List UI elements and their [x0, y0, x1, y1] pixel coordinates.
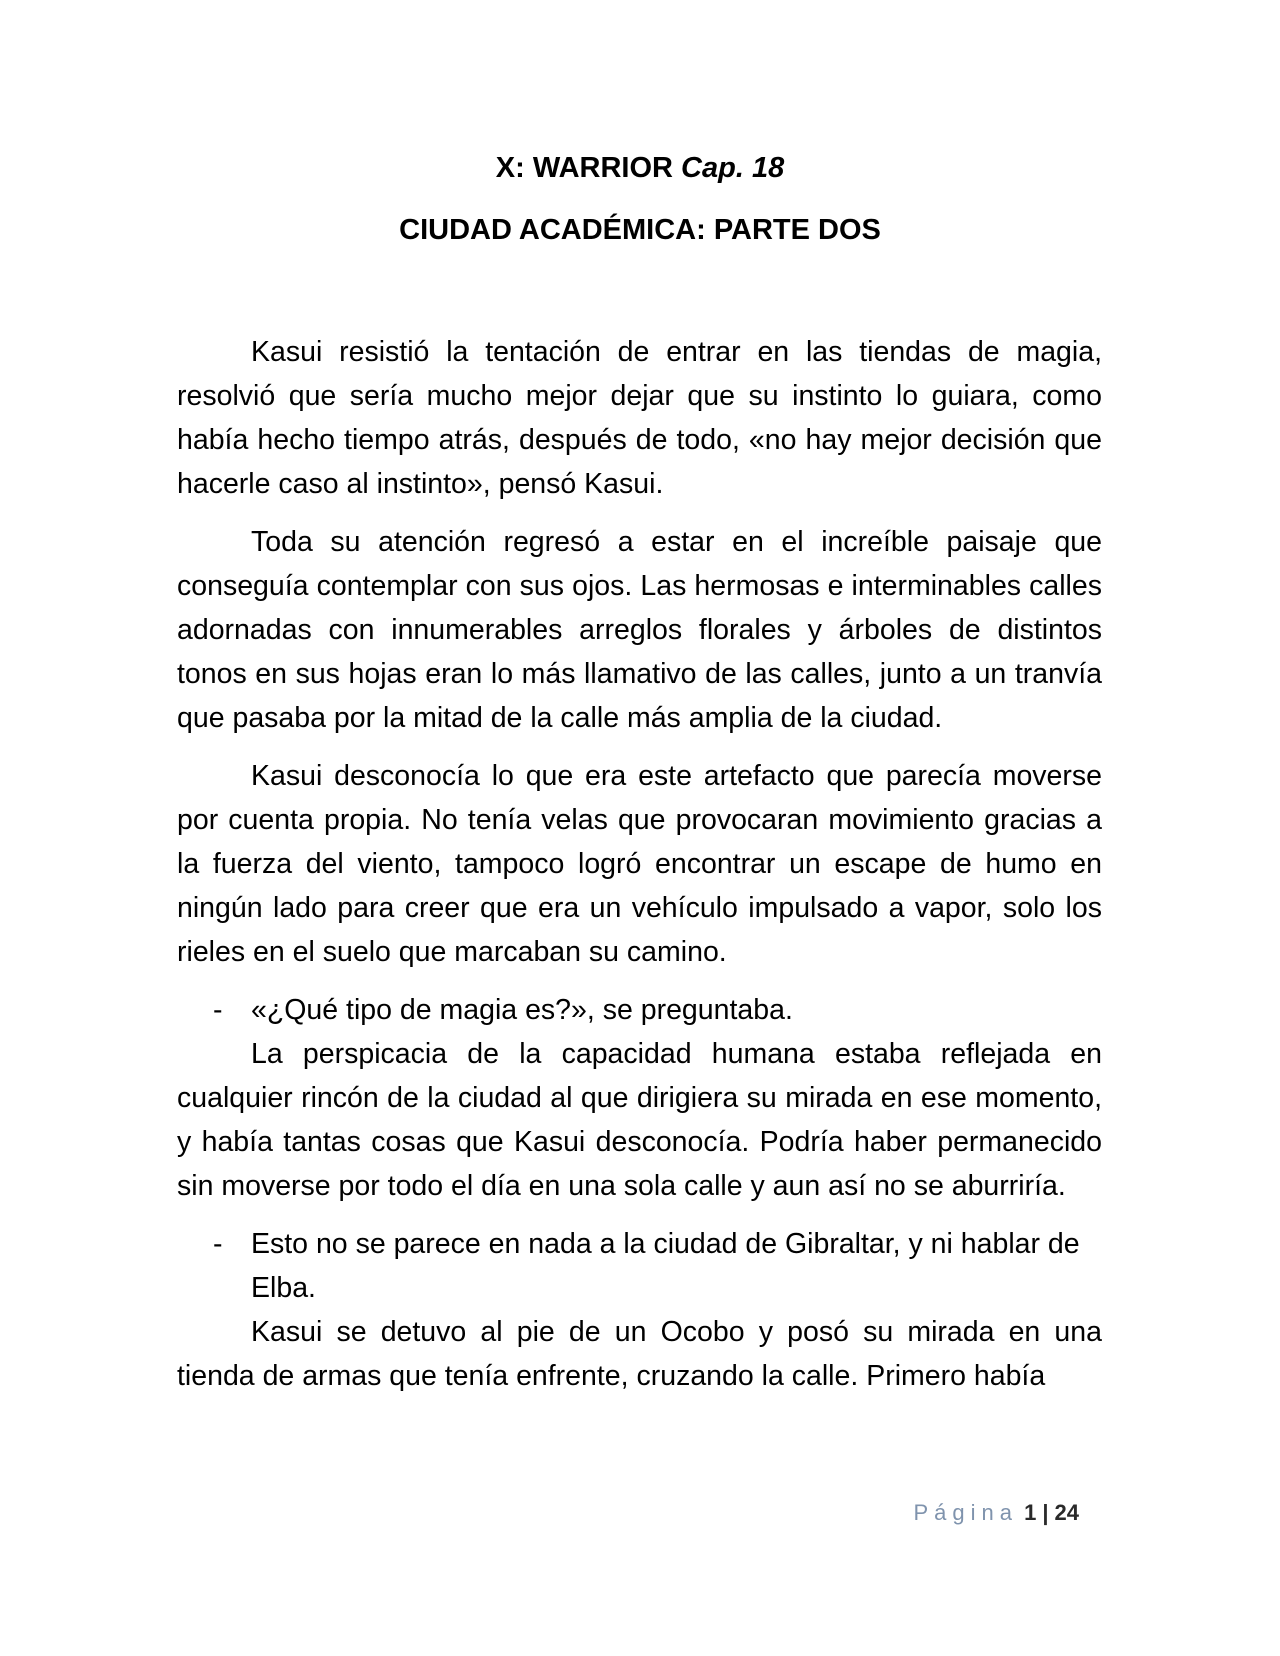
dialogue-line-1	[177, 988, 1102, 1032]
chapter-body	[177, 330, 1102, 1398]
dialogue-dash: -	[213, 1228, 223, 1260]
page-number: 1	[1024, 1500, 1037, 1525]
chapter-number: Cap. 18	[681, 152, 785, 184]
page-separator: |	[1042, 1500, 1049, 1525]
paragraph-3: Kasui desconocía lo que era este artefacto que parecía moverse por cuenta propia. No tenía velas que provocaran movimiento gracias a la fuerza del viento, tampoco logró encontrar un escape de humo en ningún lado para creer que era un vehículo impulsado a vapor, solo los rieles en el suelo que marcaban su camino.	[177, 760, 1102, 968]
dialogue-text-2: Esto no se parece en nada a la ciudad de Gibraltar, y ni hablar de Elba.	[251, 1228, 1080, 1304]
chapter-title	[0, 150, 1280, 186]
dialogue-dash: -	[213, 994, 223, 1026]
book-title: X: WARRIOR	[495, 152, 673, 184]
dialogue-line-2	[177, 1222, 1102, 1310]
dialogue-text-1: «¿Qué tipo de magia es?», se preguntaba.	[251, 994, 793, 1026]
page-footer	[0, 1498, 1079, 1528]
paragraph-5: Kasui se detuvo al pie de un Ocobo y posó su mirada en una tienda de armas que tenía enfrente, cruzando la calle. Primero había	[177, 1316, 1102, 1392]
page-label: Página	[913, 1500, 1018, 1525]
chapter-subtitle: CIUDAD ACADÉMICA: PARTE DOS	[399, 214, 881, 246]
paragraph-2: Toda su atención regresó a estar en el increíble paisaje que conseguía contemplar con sus ojos. Las hermosas e interminables calles adornadas con innumerables arreglos florales y árboles de distintos tonos en sus hojas eran lo más llamativo de las calles, junto a un tranvía que pasaba por la mitad de la calle más amplia de la ciudad.	[177, 526, 1102, 734]
paragraph-4: La perspicacia de la capacidad humana estaba reflejada en cualquier rincón de la ciudad al que dirigiera su mirada en ese momento, y había tantas cosas que Kasui desconocía. Podría haber permanecido sin moverse por todo el día en una sola calle y aun así no se aburriría.	[177, 1038, 1102, 1202]
paragraph-1: Kasui resistió la tentación de entrar en las tiendas de magia, resolvió que sería mucho mejor dejar que su instinto lo guiara, como había hecho tiempo atrás, después de todo, «no hay mejor decisión que hacerle caso al instinto», pensó Kasui.	[177, 336, 1102, 500]
page-total: 24	[1054, 1500, 1079, 1525]
